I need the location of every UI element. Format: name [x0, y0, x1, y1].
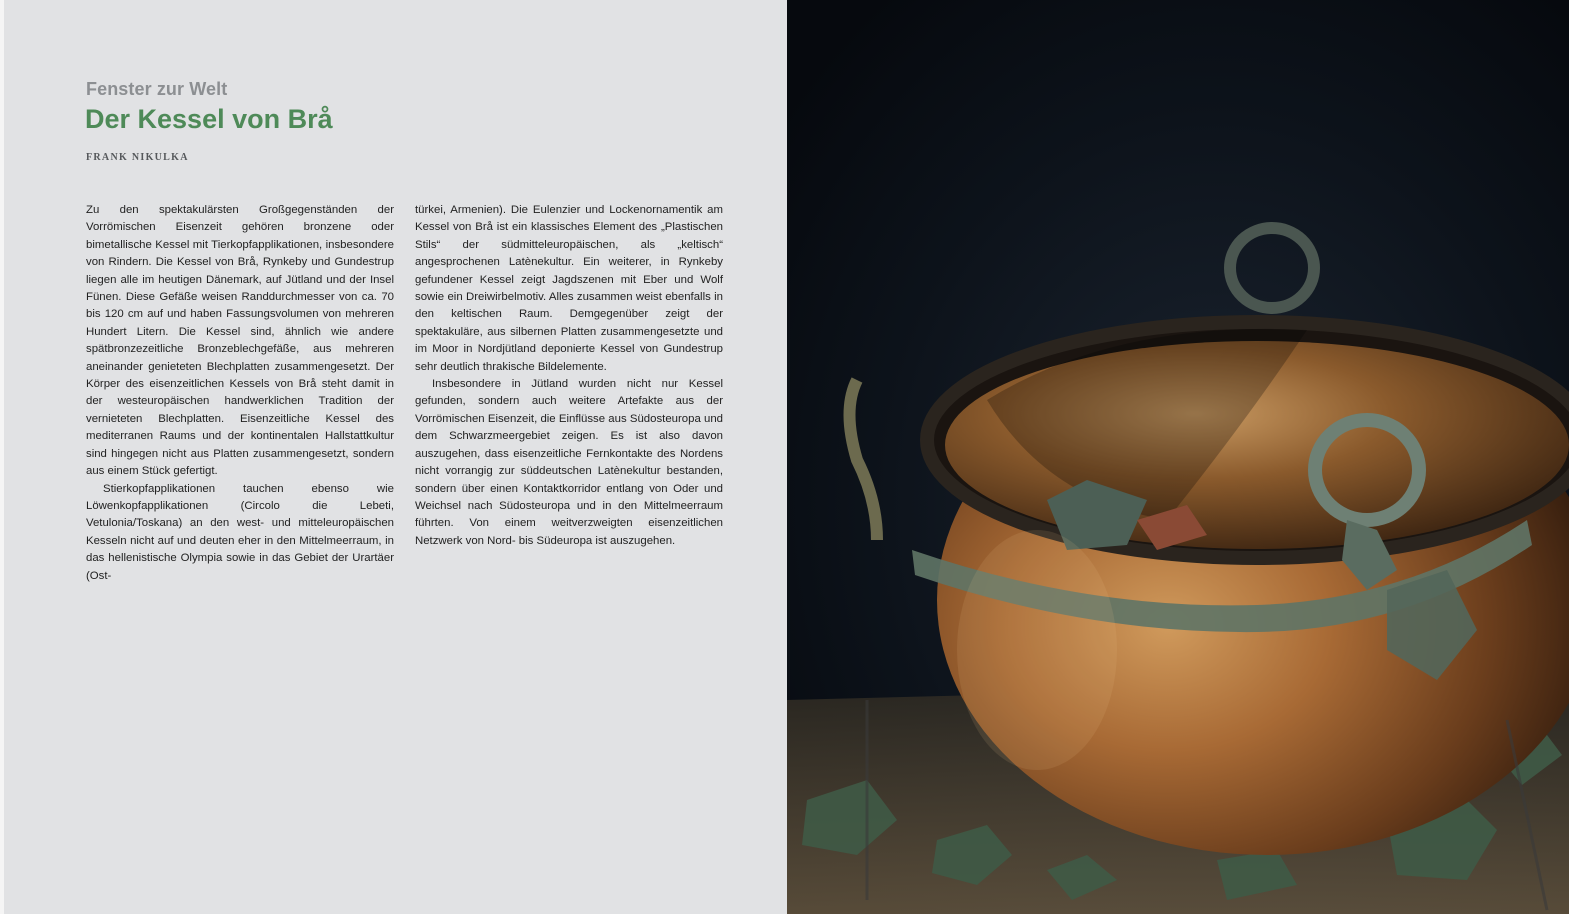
series-kicker: Fenster zur Welt: [86, 79, 228, 99]
cauldron-photo: [787, 0, 1569, 914]
page-edge: [0, 0, 4, 914]
article-title: Der Kessel von Brå: [85, 104, 333, 134]
text-column-1: [86, 202, 394, 585]
paragraph: Stierkopfapplikationen tauchen ebenso wie Löwenkopfapplikationen (Circolo die Lebeti, Vetulonia/Toskana) an den west- und mitteleuropäischen Kesseln nicht auf und deuten eher in den Mittelmeerraum, in das hellenistische Olympia sowie in das Gebiet der Urartäer (Ost-: [86, 482, 394, 582]
paragraph: Insbesondere in Jütland wurden nicht nur Kessel gefunden, sondern auch weitere Artefakte aus der Vorrömischen Eisenzeit, die Einflüsse aus Südosteuropa und dem Schwarzmeergebiet zeigen. Es ist also davon auszugehen, dass eisenzeitliche Fernkontakte des Nordens nicht vorrangig zur süddeutschen Latènekultur bestanden, sondern über einen Kontaktkorridor entlang von Oder und Weichsel nach Südosteuropa und in den Mittelmeerraum führten. Von einem weitverzweigten eisenzeitlichen Netzwerk von Nord- bis Südeuropa ist auszugehen.: [415, 378, 723, 547]
paragraph: türkei, Armenien). Die Eulenzier und Lockenornamentik am Kessel von Brå ist ein klassisches Element des „Plastischen Stils“ der südmitteleuropäischen, als „keltisch“ angesprochenen Latènekultur. Ein weiterer, in Rynkeby gefundener Kessel zeigt Jagdszenen mit Eber und Wolf sowie ein Dreiwirbelmotiv. Alles zusammen weist ebenfalls in den keltischen Raum. Demgegenüber zeigt der spektakuläre, aus silbernen Platten zusammengesetzte und im Moor in Nordjütland deponierte Kessel von Gundestrup sehr deutlich thrakische Bildelemente.: [415, 204, 723, 373]
author-byline: FRANK NIKULKA: [86, 152, 189, 163]
cauldron-image: [787, 0, 1569, 914]
paragraph: Zu den spektakulärsten Großgegenständen der Vorrömischen Eisenzeit gehören bronzene oder bimetallische Kessel mit Tierkopfapplikationen, insbesondere von Rindern. Die Kessel von Brå, Rynkeby und Gundestrup liegen alle im heutigen Dänemark, auf Jütland und der Insel Fünen. Diese Gefäße weisen Randdurchmesser von ca. 70 bis 120 cm auf und haben Fassungsvolumen von mehreren Hundert Litern. Die Kessel sind, ähnlich wie andere spätbronzezeitliche Bronzeblechgefäße, aus mehreren aneinander genieteten Blechplatten zusammengesetzt. Der Körper des eisenzeitlichen Kessels von Brå steht damit in der westeuropäischen handwerklichen Tradition der vernieteten Blechplatten. Eisenzeitliche Kessel des mediterranen Raums und der kontinentalen Hallstattkultur sind hingegen nicht aus Platten zusammengesetzt, sondern aus einem Stück gefertigt.: [86, 204, 394, 478]
text-column-2: [415, 202, 723, 550]
